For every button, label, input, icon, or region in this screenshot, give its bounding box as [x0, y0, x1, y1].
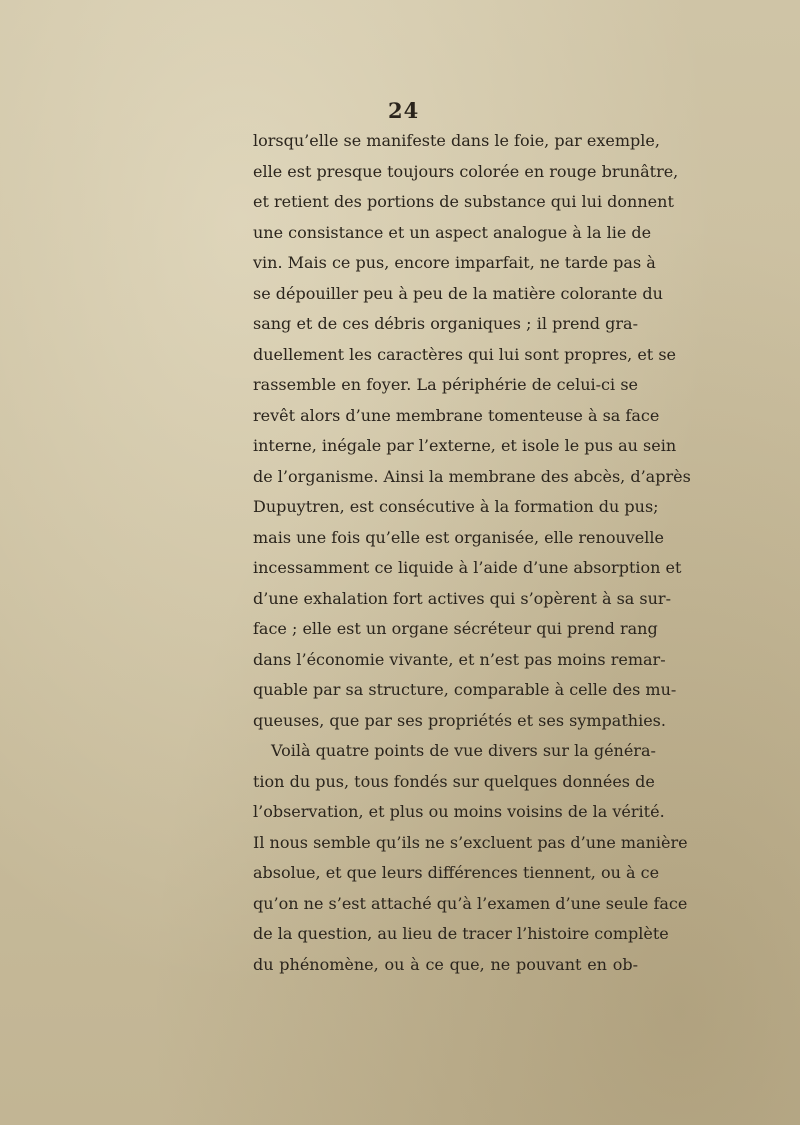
- text-line: qu’on ne s’est attaché qu’à l’examen d’une seule face: [253, 893, 688, 913]
- text-line: et retient des portions de substance qui lui donnent: [253, 192, 674, 211]
- body-text: [253, 126, 691, 980]
- text-line: incessamment ce liquide à l’aide d’une absorption et: [253, 558, 682, 577]
- text-line: sang et de ces débris organiques ; il prend gra-: [253, 314, 638, 333]
- text-line: de l’organisme. Ainsi la membrane des abcès, d’après: [253, 466, 691, 486]
- text-line: de la question, au lieu de tracer l’histoire complète: [253, 924, 669, 943]
- text-line: face ; elle est un organe sécréteur qui prend rang: [253, 619, 658, 638]
- text-line: revêt alors d’une membrane tomenteuse à sa face: [253, 405, 660, 425]
- text-line: rassemble en foyer. La périphérie de celui-ci se: [253, 375, 638, 394]
- text-line: se dépouiller peu à peu de la matière colorante du: [253, 283, 663, 303]
- text-line: l’observation, et plus ou moins voisins de la vérité.: [253, 802, 665, 821]
- text-line: mais une fois qu’elle est organisée, elle renouvelle: [253, 527, 664, 547]
- text-line: elle est presque toujours colorée en rouge brunâtre,: [253, 161, 679, 181]
- text-line: absolue, et que leurs différences tiennent, ou à ce: [253, 863, 660, 882]
- text-line: dans l’économie vivante, et n’est pas moins remar-: [253, 649, 666, 669]
- text-line: Dupuytren, est consécutive à la formation du pus;: [253, 497, 659, 516]
- text-line: une consistance et un aspect analogue à la lie de: [253, 222, 652, 242]
- text-line: duellement les caractères qui lui sont propres, et se: [253, 344, 676, 364]
- text-line: Il nous semble qu’ils ne s’excluent pas d’une manière: [253, 832, 688, 852]
- page-number: 24: [388, 98, 420, 123]
- text-line: d’une exhalation fort actives qui s’opèrent à sa sur-: [253, 588, 671, 608]
- text-line: interne, inégale par l’externe, et isole le pus au sein: [253, 436, 677, 455]
- text-line: vin. Mais ce pus, encore imparfait, ne tarde pas à: [253, 253, 656, 272]
- text-line: quable par sa structure, comparable à celle des mu-: [253, 680, 677, 699]
- paragraph-start-line: Voilà quatre points de vue divers sur la généra-: [271, 741, 656, 760]
- paragraph-end-line: queuses, que par ses propriétés et ses sympathies.: [253, 710, 666, 730]
- text-line: tion du pus, tous fondés sur quelques données de: [253, 771, 655, 791]
- text-line: du phénomène, ou à ce que, ne pouvant en ob-: [253, 954, 638, 974]
- text-line: lorsqu’elle se manifeste dans le foie, par exemple,: [253, 131, 660, 150]
